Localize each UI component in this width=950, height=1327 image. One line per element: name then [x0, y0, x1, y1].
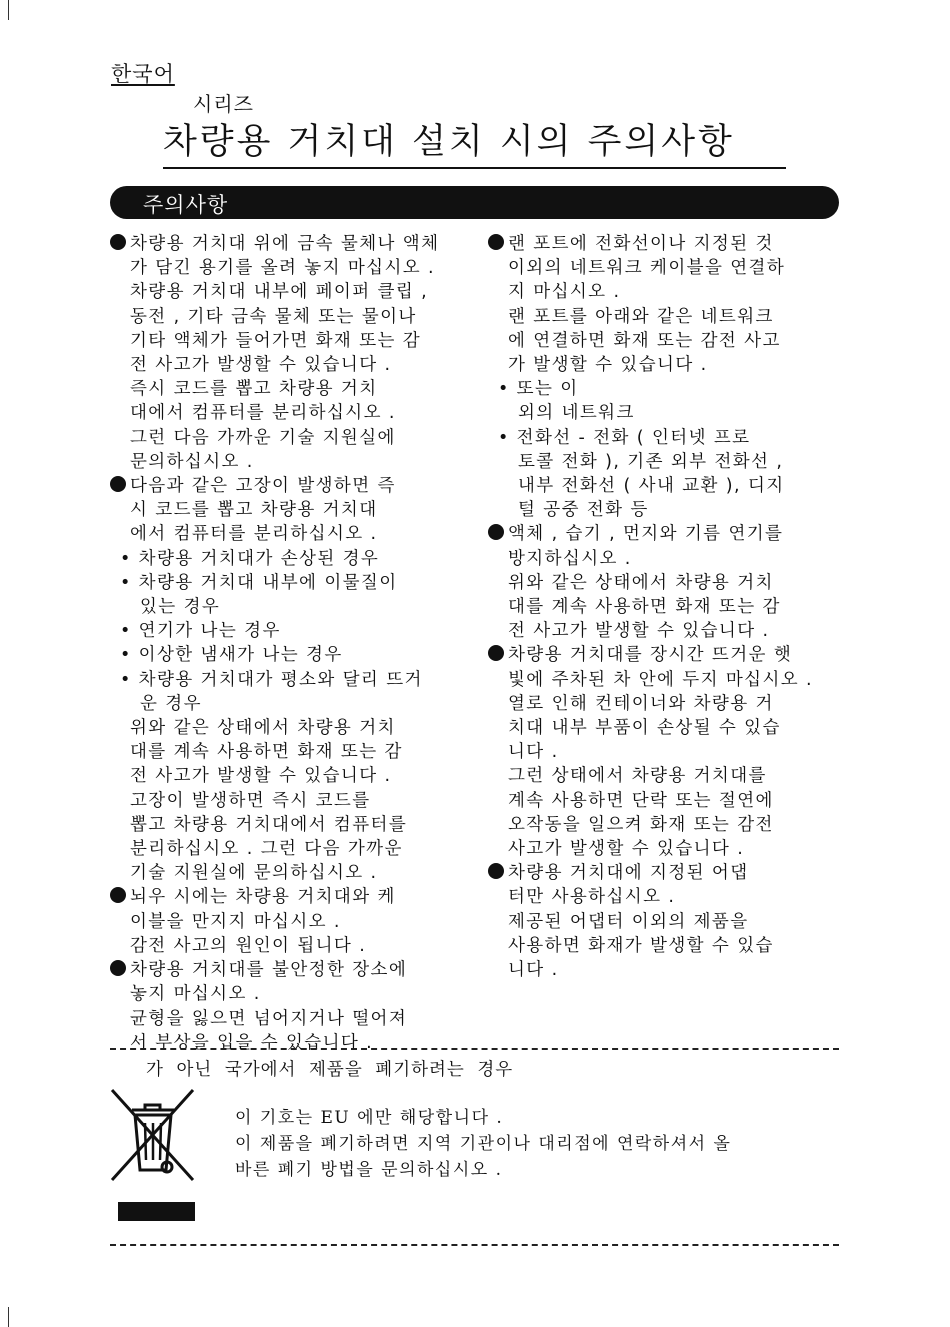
paragraph-line [488, 353, 840, 377]
line-text: 열로 인해 컨테이너와 차량용 거 [508, 693, 774, 714]
paragraph-line [488, 934, 840, 958]
eu-text-line: 이 기호는 EU 에만 해당합니다 . [235, 1108, 504, 1128]
paragraph-line [110, 280, 460, 304]
line-text: 지 마십시오 . [508, 282, 621, 303]
paragraph-line [110, 982, 460, 1006]
bullet-item [488, 232, 840, 256]
sub-list-continuation [488, 401, 840, 425]
paragraph-line [110, 401, 460, 425]
line-text: 랜 포트에 전화선이나 지정된 것 [508, 234, 774, 254]
sub-list-continuation [488, 450, 840, 474]
paragraph-line [110, 353, 460, 377]
bullet-item [488, 861, 840, 885]
line-text: 오작동을 일으켜 화재 또는 감전 [508, 814, 774, 835]
sub-list-continuation [110, 595, 460, 619]
paragraph-line [488, 885, 840, 909]
line-text: 니다 . [508, 960, 559, 981]
sub-list-item [110, 547, 460, 571]
line-text: 차량용 거치대 위에 금속 물체나 액체 [130, 234, 440, 254]
paragraph-line [110, 716, 460, 740]
line-text: 대를 계속 사용하면 화재 또는 감 [508, 597, 781, 618]
bullet-item [488, 643, 840, 667]
line-text: 차량용 거치대를 불안정한 장소에 [130, 960, 408, 981]
line-text: 이블을 만지지 마십시오 . [130, 911, 341, 932]
bullet-dot-icon [488, 524, 504, 540]
paragraph-line [488, 740, 840, 764]
paragraph-line [110, 764, 460, 788]
sub-list-item [110, 619, 460, 643]
line-text: 치대 내부 부품이 손상될 수 있습 [508, 718, 781, 739]
paragraph-line [110, 813, 460, 837]
line-text: 전 사고가 발생할 수 있습니다 . [130, 766, 392, 787]
sub-list-continuation [488, 474, 840, 498]
dashed-divider-bottom [110, 1244, 839, 1246]
crop-mark-bottom [8, 1307, 9, 1327]
paragraph-line [110, 934, 460, 958]
section-header-bar [110, 186, 839, 219]
line-text: 차량용 거치대를 장시간 뜨거운 햇 [508, 645, 793, 666]
bullet-dot-icon [488, 645, 504, 661]
line-text: 그런 다음 가까운 기술 지원실에 [130, 427, 396, 448]
line-text: 그런 상태에서 차량용 거치대를 [508, 766, 767, 787]
line-text: 니다 . [508, 742, 559, 763]
language-label: 한국어 [111, 62, 175, 86]
line-text: 차량용 거치대에 지정된 어댑 [508, 863, 749, 884]
line-text: • 차량용 거치대가 평소와 달리 뜨거 [120, 669, 423, 690]
line-text: 방지하십시오 . [508, 548, 632, 569]
paragraph-line [488, 547, 840, 571]
line-text: 털 공중 전화 등 [518, 500, 649, 521]
sub-list-continuation [110, 692, 460, 716]
sub-list-item [488, 377, 840, 401]
line-text: 위와 같은 상태에서 차량용 거치 [508, 572, 774, 593]
line-text: 운 경우 [140, 693, 202, 714]
bullet-item [488, 522, 840, 546]
paragraph-line [488, 813, 840, 837]
line-text: • 전화선 - 전화 ( 인터넷 프로 [498, 427, 751, 448]
paragraph-line [488, 910, 840, 934]
sub-list-continuation [488, 498, 840, 522]
paragraph-line [110, 861, 460, 885]
paragraph-line [110, 498, 460, 522]
paragraph-line [110, 1007, 460, 1031]
eu-disposal-text [235, 1105, 731, 1183]
paragraph-line [488, 837, 840, 861]
bullet-dot-icon [488, 234, 504, 250]
paragraph-line [488, 571, 840, 595]
crossed-out-wheelie-bin-icon [110, 1088, 195, 1188]
paragraph-line [110, 740, 460, 764]
bullet-item [110, 885, 460, 909]
paragraph-line [110, 305, 460, 329]
line-text: 외의 네트워크 [518, 403, 635, 424]
line-text: 이외의 네트워크 케이블을 연결하 [508, 258, 786, 279]
eu-text-line: 이 제품을 폐기하려면 지역 기관이나 대리점에 연락하셔서 올 [235, 1134, 732, 1154]
line-text: 빛에 주차된 차 안에 두지 마십시오 . [508, 669, 814, 690]
line-text: 전 사고가 발생할 수 있습니다 . [130, 355, 392, 376]
paragraph-line [488, 329, 840, 353]
paragraph-line [488, 256, 840, 280]
sub-list-item [110, 643, 460, 667]
line-text: 랜 포트를 아래와 같은 네트워크 [508, 306, 774, 327]
dashed-divider-top [110, 1048, 839, 1050]
line-text: 있는 경우 [140, 597, 221, 618]
line-text: • 이상한 냄새가 나는 경우 [120, 645, 343, 666]
sub-list-item [488, 426, 840, 450]
paragraph-line [110, 329, 460, 353]
line-text: 균형을 잃으면 넘어지거나 떨어져 [130, 1008, 408, 1029]
line-text: 제공된 어댑터 이외의 제품을 [508, 911, 749, 932]
line-text: 뽑고 차량용 거치대에서 컴퓨터를 [130, 814, 408, 835]
paragraph-line [488, 764, 840, 788]
line-text: 감전 사고의 원인이 됩니다 . [130, 935, 367, 956]
paragraph-line [110, 426, 460, 450]
paragraph-line [488, 716, 840, 740]
line-text: 차량용 거치대 내부에 페이퍼 클립 , [130, 282, 429, 303]
line-text: 다음과 같은 고장이 발생하면 즉 [130, 476, 396, 497]
line-text: 가 담긴 용기를 올려 놓지 마십시오 . [130, 258, 436, 279]
line-text: 고장이 발생하면 즉시 코드를 [130, 790, 371, 811]
eu-text-line: 바른 폐기 방법을 문의하십시오 . [235, 1160, 503, 1180]
paragraph-line [110, 1031, 460, 1055]
line-text: 시 코드를 뽑고 차량용 거치대 [130, 500, 378, 521]
line-text: • 또는 이 [498, 379, 579, 400]
bullet-dot-icon [110, 960, 126, 976]
line-text: 에서 컴퓨터를 분리하십시오 . [130, 524, 378, 545]
line-text: 에 연결하면 화재 또는 감전 사고 [508, 330, 781, 351]
paragraph-line [488, 305, 840, 329]
line-text: 문의하십시오 . [130, 451, 254, 472]
paragraph-line [110, 837, 460, 861]
bullet-item [110, 232, 460, 256]
paragraph-line [110, 522, 460, 546]
line-text: 내부 전화선 ( 사내 교환 ), 디지 [518, 476, 785, 497]
bullet-dot-icon [110, 887, 126, 903]
line-text: 놓지 마십시오 . [130, 984, 261, 1005]
series-label: 시리즈 [193, 92, 254, 116]
line-text: 기타 액체가 들어가면 화재 또는 감 [130, 330, 422, 351]
paragraph-line [488, 668, 840, 692]
line-text: 전 사고가 발생할 수 있습니다 . [508, 621, 770, 642]
line-text: • 연기가 나는 경우 [120, 621, 281, 642]
sub-list-item [110, 571, 460, 595]
bullet-dot-icon [488, 863, 504, 879]
bullet-dot-icon [110, 476, 126, 492]
paragraph-line [488, 692, 840, 716]
line-text: 동전 , 기타 금속 물체 또는 물이나 [130, 306, 417, 327]
paragraph-line [110, 256, 460, 280]
page-title: 차량용 거치대 설치 시의 주의사항 [163, 122, 735, 162]
paragraph-line [488, 958, 840, 982]
bullet-item [110, 474, 460, 498]
right-column [488, 232, 840, 982]
eu-disposal-heading: 가 아닌 국가에서 제품을 폐기하려는 경우 [146, 1060, 514, 1080]
sub-list-item [110, 668, 460, 692]
left-column [110, 232, 460, 1055]
paragraph-line [110, 377, 460, 401]
paragraph-line [488, 280, 840, 304]
line-text: 즉시 코드를 뽑고 차량용 거치 [130, 379, 378, 400]
section-header-label: 주의사항 [143, 193, 229, 217]
paragraph-line [488, 789, 840, 813]
line-text: 사용하면 화재가 발생할 수 있습 [508, 935, 774, 956]
line-text: 터만 사용하십시오 . [508, 887, 676, 908]
paragraph-line [110, 450, 460, 474]
paragraph-line [488, 619, 840, 643]
paragraph-line [488, 595, 840, 619]
line-text: 대에서 컴퓨터를 분리하십시오 . [130, 403, 396, 424]
line-text: 사고가 발생할 수 있습니다 . [508, 839, 745, 860]
paragraph-line [110, 910, 460, 934]
line-text: 서 부상을 입을 수 있습니다 . [130, 1032, 374, 1053]
bullet-item [110, 958, 460, 982]
paragraph-line [110, 789, 460, 813]
line-text: 계속 사용하면 단락 또는 절연에 [508, 790, 774, 811]
line-text: • 차량용 거치대 내부에 이물질이 [120, 572, 398, 593]
disposal-symbol-bar [118, 1202, 195, 1221]
line-text: 위와 같은 상태에서 차량용 거치 [130, 718, 396, 739]
line-text: 분리하십시오 . 그런 다음 가까운 [130, 839, 403, 860]
bullet-dot-icon [110, 234, 126, 250]
line-text: 대를 계속 사용하면 화재 또는 감 [130, 742, 403, 763]
line-text: 가 발생할 수 있습니다 . [508, 355, 708, 376]
line-text: 토콜 전화 ), 기존 외부 전화선 , [518, 451, 784, 472]
title-underline [163, 167, 786, 169]
crop-mark-top [8, 0, 9, 20]
line-text: 액체 , 습기 , 먼지와 기름 연기를 [508, 524, 784, 545]
line-text: • 차량용 거치대가 손상된 경우 [120, 548, 380, 569]
line-text: 뇌우 시에는 차량용 거치대와 케 [130, 887, 396, 908]
line-text: 기술 지원실에 문의하십시오 . [130, 863, 378, 884]
